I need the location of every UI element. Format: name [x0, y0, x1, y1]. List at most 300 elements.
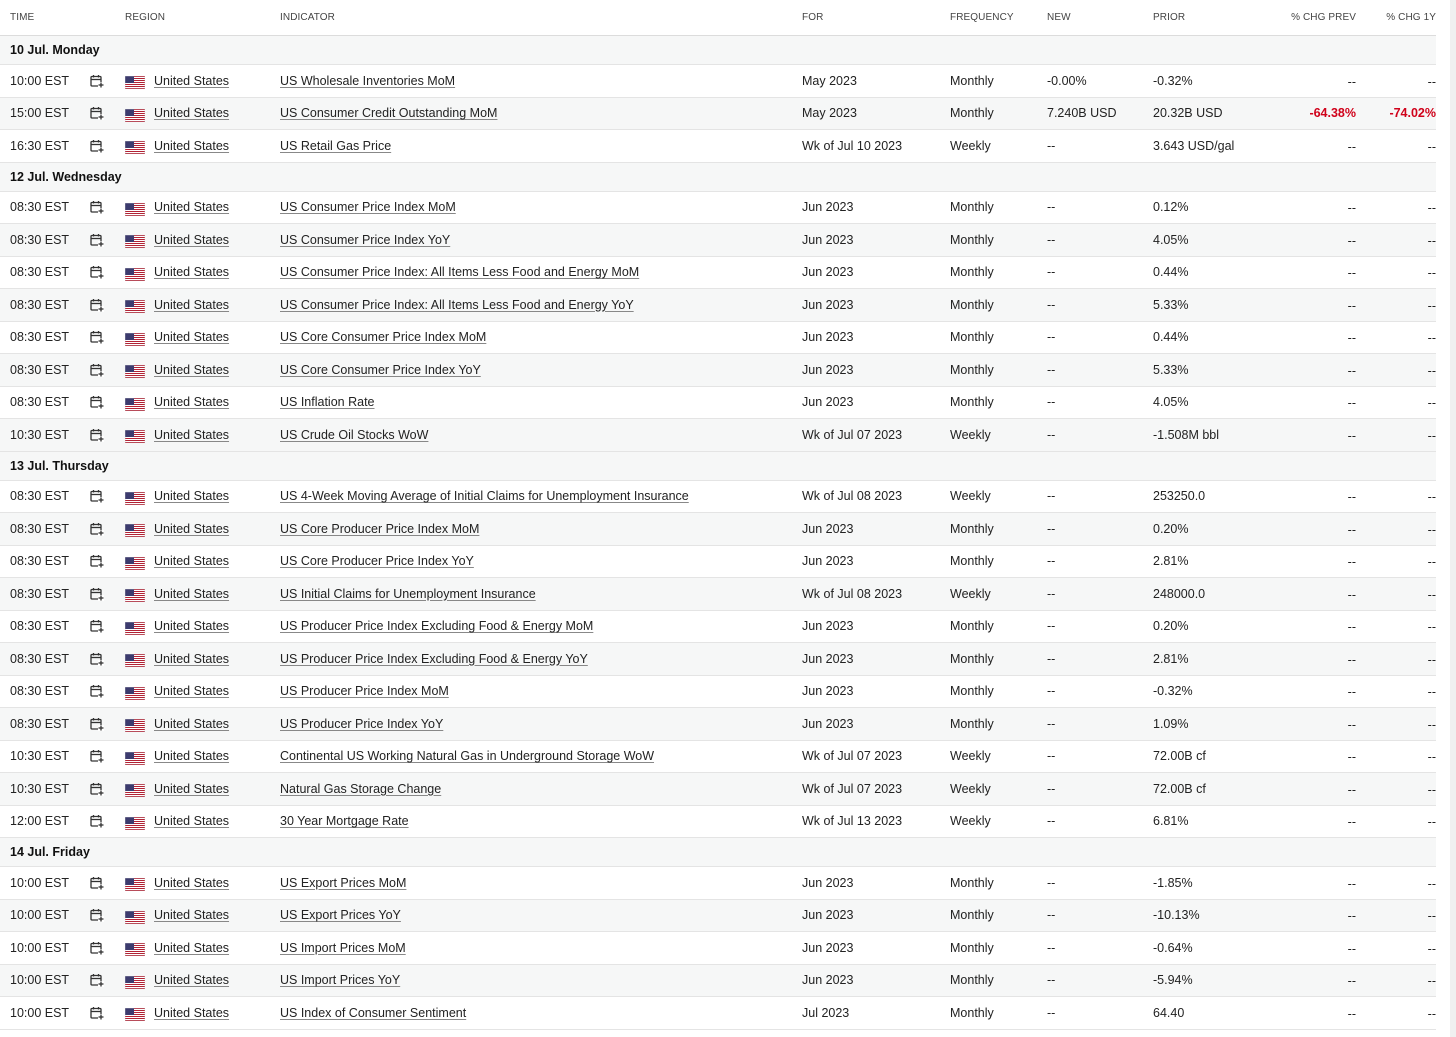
for-cell [802, 643, 853, 675]
indicator-link[interactable] [280, 867, 406, 899]
day-group-header [0, 838, 1436, 867]
frequency-cell-text: Monthly [950, 200, 994, 215]
region-link[interactable] [154, 643, 229, 675]
chg-1y-cell-text: -- [1427, 396, 1436, 410]
chg-prev-cell-text: -- [1347, 331, 1356, 345]
indicator-link-text[interactable]: US Export Prices YoY [280, 908, 401, 923]
indicator-link[interactable] [280, 997, 466, 1029]
time-cell-text: 08:30 EST [10, 716, 70, 731]
region-link-text[interactable]: United States [154, 265, 230, 280]
time-cell [10, 387, 69, 419]
prior-value-cell [1153, 900, 1200, 932]
new-value-cell-text: -- [1047, 297, 1056, 312]
new-value-cell [1047, 676, 1055, 708]
calendar-add-icon[interactable] [90, 322, 104, 354]
chg-prev-cell-text: -- [1347, 396, 1356, 410]
prior-value-cell-text: -0.32% [1153, 73, 1193, 88]
time-cell-text: 08:30 EST [10, 362, 70, 377]
time-cell-text: 10:30 EST [10, 749, 70, 764]
chg-1y-cell-text: -- [1427, 620, 1436, 634]
calendar-add-icon[interactable] [90, 932, 104, 964]
indicator-link[interactable] [280, 611, 593, 643]
region-link-text[interactable]: United States [154, 1005, 230, 1020]
region-link[interactable] [154, 192, 229, 224]
region-link-text[interactable]: United States [154, 521, 230, 536]
new-value-cell-text: -- [1047, 200, 1056, 215]
prior-value-cell-text: 0.20% [1153, 521, 1189, 536]
prior-value-cell [1153, 513, 1188, 545]
indicator-link-text[interactable]: US Core Consumer Price Index YoY [280, 362, 481, 377]
table-row [0, 481, 1436, 514]
prior-value-cell-text: 72.00B cf [1153, 749, 1206, 764]
prior-value-cell [1153, 932, 1193, 964]
region-link-text[interactable]: United States [154, 940, 230, 955]
header-prior[interactable]: PRIOR [1153, 12, 1186, 23]
indicator-link[interactable] [280, 387, 375, 419]
region-link[interactable] [154, 773, 229, 805]
time-cell-text: 08:30 EST [10, 651, 70, 666]
time-cell-text: 08:30 EST [10, 297, 70, 312]
new-value-cell-text: -- [1047, 521, 1056, 536]
prior-value-cell [1153, 578, 1205, 610]
region-link-text[interactable]: United States [154, 395, 230, 410]
indicator-link[interactable] [280, 65, 455, 97]
calendar-add-icon[interactable] [90, 481, 104, 513]
table-row [0, 965, 1436, 998]
chg-1y-cell-text: -- [1427, 717, 1436, 732]
region-link[interactable] [154, 676, 229, 708]
chg-1y-cell [1389, 98, 1436, 130]
calendar-add-icon[interactable] [90, 257, 104, 289]
region-link-text[interactable]: United States [154, 814, 230, 829]
chg-1y-cell-text: -- [1427, 750, 1436, 764]
time-cell-text: 08:30 EST [10, 489, 70, 504]
us-flag-icon [125, 611, 145, 643]
new-value-cell-text: -- [1047, 330, 1056, 345]
indicator-link-text[interactable]: US Initial Claims for Unemployment Insurance [280, 586, 536, 601]
for-cell [802, 611, 853, 643]
for-cell [802, 98, 857, 130]
new-value-cell [1047, 257, 1055, 289]
frequency-cell [950, 322, 994, 354]
prior-value-cell-text: 4.05% [1153, 395, 1189, 410]
for-cell [802, 741, 902, 773]
calendar-add-icon[interactable] [90, 98, 104, 130]
indicator-link-text[interactable]: US Crude Oil Stocks WoW [280, 427, 429, 442]
calendar-add-icon[interactable] [90, 354, 104, 386]
chg-1y-cell [1428, 513, 1436, 545]
indicator-link[interactable] [280, 354, 481, 386]
prior-value-cell [1153, 867, 1193, 899]
frequency-cell [950, 806, 991, 838]
region-link[interactable] [154, 741, 229, 773]
prior-value-cell-text: 5.33% [1153, 297, 1189, 312]
frequency-cell-text: Monthly [950, 362, 994, 377]
chg-1y-cell [1428, 224, 1436, 256]
indicator-link[interactable] [280, 224, 450, 256]
region-link-text[interactable]: United States [154, 586, 230, 601]
header-indicator[interactable]: INDICATOR [280, 12, 335, 23]
indicator-link-text[interactable]: 30 Year Mortgage Rate [280, 814, 409, 829]
calendar-add-icon[interactable] [90, 997, 104, 1029]
time-cell [10, 806, 69, 838]
indicator-link-text[interactable]: US Core Producer Price Index MoM [280, 521, 480, 536]
time-cell-text: 10:00 EST [10, 973, 70, 988]
chg-1y-cell-text: -- [1427, 876, 1436, 891]
frequency-cell-text: Weekly [950, 586, 991, 601]
for-cell [802, 481, 902, 513]
prior-value-cell [1153, 224, 1188, 256]
indicator-link[interactable] [280, 578, 536, 610]
indicator-link-text[interactable]: US Wholesale Inventories MoM [280, 73, 456, 88]
indicator-link[interactable] [280, 741, 654, 773]
region-link[interactable] [154, 806, 229, 838]
new-value-cell-text: -- [1047, 489, 1056, 504]
for-cell-text: Wk of Jul 08 2023 [802, 586, 903, 601]
frequency-cell-text: Monthly [950, 73, 994, 88]
indicator-link[interactable] [280, 806, 409, 838]
calendar-add-icon[interactable] [90, 192, 104, 224]
indicator-link-text[interactable]: US Import Prices YoY [280, 973, 401, 988]
for-cell-text: Jun 2023 [802, 651, 854, 666]
time-cell [10, 257, 69, 289]
for-cell [802, 997, 849, 1029]
calendar-add-icon[interactable] [90, 611, 104, 643]
chg-1y-cell-text: -- [1427, 490, 1436, 504]
chg-prev-cell-text: -- [1347, 876, 1356, 891]
chg-1y-cell [1428, 289, 1436, 321]
us-flag-icon [125, 867, 145, 899]
chg-1y-cell [1428, 192, 1436, 224]
scrollbar[interactable] [1450, 0, 1456, 1037]
region-link[interactable] [154, 322, 229, 354]
us-flag-icon [125, 513, 145, 545]
new-value-cell [1047, 481, 1055, 513]
region-link[interactable] [154, 611, 229, 643]
new-value-cell-text: -0.00% [1047, 73, 1087, 88]
chg-1y-cell-text: -- [1427, 266, 1436, 280]
indicator-link[interactable] [280, 643, 588, 675]
indicator-link[interactable] [280, 965, 400, 997]
region-link[interactable] [154, 900, 229, 932]
prior-value-cell-text: 0.44% [1153, 265, 1189, 280]
calendar-add-icon[interactable] [90, 578, 104, 610]
us-flag-icon [125, 192, 145, 224]
region-link-text[interactable]: United States [154, 875, 230, 890]
indicator-link-text[interactable]: US Core Consumer Price Index MoM [280, 330, 487, 345]
indicator-link[interactable] [280, 900, 401, 932]
chg-1y-cell-text: -- [1427, 815, 1436, 829]
prior-value-cell [1153, 546, 1188, 578]
frequency-cell-text: Weekly [950, 427, 991, 442]
frequency-cell-text: Weekly [950, 489, 991, 504]
chg-prev-cell [1348, 578, 1356, 610]
header-new[interactable]: NEW [1047, 12, 1071, 23]
calendar-add-icon[interactable] [90, 224, 104, 256]
header-chg-1y[interactable]: % CHG 1Y [1386, 12, 1436, 23]
calendar-add-icon[interactable] [90, 900, 104, 932]
region-link[interactable] [154, 932, 229, 964]
region-link[interactable] [154, 867, 229, 899]
indicator-link-text[interactable]: US 4-Week Moving Average of Initial Claims for Unemployment Insurance [280, 489, 689, 504]
chg-1y-cell [1428, 997, 1436, 1029]
chg-1y-cell-text: -- [1427, 652, 1436, 667]
new-value-cell-text: -- [1047, 875, 1056, 890]
chg-prev-cell [1348, 965, 1356, 997]
new-value-cell [1047, 98, 1116, 130]
region-link[interactable] [154, 354, 229, 386]
region-link[interactable] [154, 224, 229, 256]
header-chg-prev[interactable]: % CHG PREV [1291, 12, 1356, 23]
for-cell-text: Jun 2023 [802, 362, 854, 377]
prior-value-cell [1153, 741, 1206, 773]
calendar-add-icon[interactable] [90, 65, 104, 97]
chg-1y-cell-text: -- [1427, 331, 1436, 345]
frequency-cell-text: Monthly [950, 973, 994, 988]
us-flag-icon [125, 578, 145, 610]
region-link-text[interactable]: United States [154, 651, 230, 666]
chg-1y-cell [1428, 481, 1436, 513]
region-link-text[interactable]: United States [154, 200, 230, 215]
prior-value-cell-text: 6.81% [1153, 814, 1189, 829]
time-cell-text: 10:30 EST [10, 781, 70, 796]
for-cell-text: Jun 2023 [802, 684, 854, 699]
region-link-text[interactable]: United States [154, 297, 230, 312]
calendar-add-icon[interactable] [90, 965, 104, 997]
us-flag-icon [125, 965, 145, 997]
frequency-cell-text: Monthly [950, 297, 994, 312]
region-link[interactable] [154, 965, 229, 997]
chg-prev-cell [1348, 65, 1356, 97]
region-link-text[interactable]: United States [154, 619, 230, 634]
indicator-link[interactable] [280, 932, 406, 964]
frequency-cell-text: Monthly [950, 908, 994, 923]
time-cell-text: 08:30 EST [10, 684, 70, 699]
region-link-text[interactable]: United States [154, 489, 230, 504]
chg-1y-cell [1428, 611, 1436, 643]
region-link[interactable] [154, 130, 229, 162]
new-value-cell-text: -- [1047, 940, 1056, 955]
calendar-add-icon[interactable] [90, 546, 104, 578]
indicator-link[interactable] [280, 676, 449, 708]
region-link-text[interactable]: United States [154, 684, 230, 699]
indicator-link-text[interactable]: US Consumer Price Index YoY [280, 232, 451, 247]
indicator-link-text[interactable]: US Consumer Price Index MoM [280, 200, 456, 215]
table-row [0, 867, 1436, 900]
region-link-text[interactable]: United States [154, 106, 230, 121]
indicator-link-text[interactable]: US Producer Price Index YoY [280, 716, 444, 731]
indicator-link-text[interactable]: Natural Gas Storage Change [280, 781, 442, 796]
region-link[interactable] [154, 98, 229, 130]
indicator-link[interactable] [280, 513, 479, 545]
indicator-link-text[interactable]: US Index of Consumer Sentiment [280, 1005, 467, 1020]
for-cell-text: Wk of Jul 13 2023 [802, 814, 903, 829]
day-label: 13 Jul. Thursday [10, 458, 109, 473]
region-link[interactable] [154, 419, 229, 451]
chg-prev-cell-text: -64.38% [1309, 106, 1356, 121]
indicator-link[interactable] [280, 322, 486, 354]
region-link[interactable] [154, 708, 229, 740]
calendar-add-icon[interactable] [90, 289, 104, 321]
frequency-cell-text: Monthly [950, 1005, 994, 1020]
indicator-link[interactable] [280, 546, 474, 578]
calendar-add-icon[interactable] [90, 130, 104, 162]
chg-prev-cell [1348, 481, 1356, 513]
indicator-link[interactable] [280, 481, 689, 513]
prior-value-cell-text: 0.44% [1153, 330, 1189, 345]
region-link[interactable] [154, 546, 229, 578]
prior-value-cell [1153, 65, 1193, 97]
header-region[interactable]: REGION [125, 12, 166, 23]
chg-1y-cell [1428, 900, 1436, 932]
for-cell [802, 708, 853, 740]
calendar-add-icon[interactable] [90, 676, 104, 708]
chg-1y-cell [1428, 322, 1436, 354]
region-link[interactable] [154, 65, 229, 97]
new-value-cell-text: -- [1047, 619, 1056, 634]
region-link[interactable] [154, 513, 229, 545]
region-link[interactable] [154, 257, 229, 289]
indicator-link-text[interactable]: US Export Prices MoM [280, 875, 407, 890]
table-row [0, 708, 1436, 741]
for-cell [802, 354, 853, 386]
chg-prev-cell-text: -- [1347, 428, 1356, 443]
calendar-add-icon[interactable] [90, 773, 104, 805]
indicator-link[interactable] [280, 130, 391, 162]
calendar-add-icon[interactable] [90, 867, 104, 899]
indicator-link[interactable] [280, 773, 441, 805]
day-group-header [0, 36, 1436, 65]
indicator-link-text[interactable]: US Producer Price Index MoM [280, 684, 449, 699]
for-cell [802, 419, 902, 451]
frequency-cell [950, 546, 994, 578]
calendar-add-icon[interactable] [90, 419, 104, 451]
for-cell-text: Jun 2023 [802, 330, 854, 345]
frequency-cell-text: Monthly [950, 554, 994, 569]
for-cell-text: Wk of Jul 08 2023 [802, 489, 903, 504]
chg-prev-cell-text: -- [1347, 1006, 1356, 1021]
indicator-link-text[interactable]: US Consumer Credit Outstanding MoM [280, 106, 498, 121]
new-value-cell [1047, 806, 1055, 838]
region-link[interactable] [154, 578, 229, 610]
indicator-link-text[interactable]: Continental US Working Natural Gas in Underground Storage WoW [280, 749, 655, 764]
chg-prev-cell-text: -- [1347, 652, 1356, 667]
region-link-text[interactable]: United States [154, 362, 230, 377]
indicator-link[interactable] [280, 419, 428, 451]
time-cell-text: 08:30 EST [10, 619, 70, 634]
new-value-cell [1047, 867, 1055, 899]
calendar-add-icon[interactable] [90, 643, 104, 675]
time-cell [10, 900, 69, 932]
chg-prev-cell [1348, 289, 1356, 321]
for-cell-text: Jun 2023 [802, 619, 854, 634]
chg-1y-cell-text: -- [1427, 298, 1436, 313]
new-value-cell-text: -- [1047, 586, 1056, 601]
region-link-text[interactable]: United States [154, 427, 230, 442]
region-link-text[interactable]: United States [154, 554, 230, 569]
chg-prev-cell [1348, 741, 1356, 773]
new-value-cell [1047, 192, 1055, 224]
indicator-link[interactable] [280, 257, 639, 289]
region-link-text[interactable]: United States [154, 73, 230, 88]
frequency-cell-text: Monthly [950, 684, 994, 699]
region-link-text[interactable]: United States [154, 781, 230, 796]
header-time[interactable]: TIME [10, 12, 35, 23]
table-row [0, 773, 1436, 806]
indicator-link[interactable] [280, 98, 497, 130]
table-row [0, 578, 1436, 611]
indicator-link-text[interactable]: US Import Prices MoM [280, 940, 406, 955]
indicator-link[interactable] [280, 289, 634, 321]
for-cell-text: Jun 2023 [802, 232, 854, 247]
region-link-text[interactable]: United States [154, 908, 230, 923]
new-value-cell-text: -- [1047, 1005, 1056, 1020]
indicator-link-text[interactable]: US Core Producer Price Index YoY [280, 554, 474, 569]
time-cell [10, 546, 69, 578]
region-link-text[interactable]: United States [154, 330, 230, 345]
indicator-link-text[interactable]: US Inflation Rate [280, 395, 375, 410]
region-link-text[interactable]: United States [154, 973, 230, 988]
indicator-link-text[interactable]: US Retail Gas Price [280, 138, 392, 153]
prior-value-cell [1153, 965, 1193, 997]
indicator-link-text[interactable]: US Consumer Price Index: All Items Less Food and Energy YoY [280, 297, 634, 312]
for-cell [802, 965, 853, 997]
calendar-add-icon[interactable] [90, 513, 104, 545]
table-row [0, 900, 1436, 933]
new-value-cell [1047, 289, 1055, 321]
calendar-add-icon[interactable] [90, 387, 104, 419]
chg-prev-cell-text: -- [1347, 909, 1356, 923]
chg-1y-cell [1428, 65, 1436, 97]
region-link-text[interactable]: United States [154, 716, 230, 731]
header-for[interactable]: FOR [802, 12, 824, 23]
for-cell [802, 130, 902, 162]
chg-1y-cell [1428, 643, 1436, 675]
indicator-link-text[interactable]: US Consumer Price Index: All Items Less Food and Energy MoM [280, 265, 640, 280]
region-link-text[interactable]: United States [154, 232, 230, 247]
region-link-text[interactable]: United States [154, 749, 230, 764]
us-flag-icon [125, 773, 145, 805]
frequency-cell-text: Monthly [950, 330, 994, 345]
indicator-link[interactable] [280, 708, 443, 740]
calendar-add-icon[interactable] [90, 806, 104, 838]
indicator-link-text[interactable]: US Producer Price Index Excluding Food & Energy MoM [280, 619, 594, 634]
calendar-add-icon[interactable] [90, 708, 104, 740]
prior-value-cell [1153, 98, 1222, 130]
chg-prev-cell [1348, 322, 1356, 354]
header-frequency[interactable]: FREQUENCY [950, 12, 1014, 23]
time-cell [10, 98, 69, 130]
indicator-link[interactable] [280, 192, 456, 224]
chg-1y-cell-text: -- [1427, 74, 1436, 89]
region-link[interactable] [154, 997, 229, 1029]
us-flag-icon [125, 322, 145, 354]
us-flag-icon [125, 354, 145, 386]
region-link[interactable] [154, 387, 229, 419]
calendar-add-icon[interactable] [90, 741, 104, 773]
region-link[interactable] [154, 481, 229, 513]
frequency-cell-text: Monthly [950, 619, 994, 634]
chg-1y-cell-text: -- [1427, 685, 1436, 699]
prior-value-cell-text: 20.32B USD [1153, 106, 1223, 121]
indicator-link-text[interactable]: US Producer Price Index Excluding Food & Energy YoY [280, 651, 588, 666]
chg-prev-cell-text: -- [1347, 685, 1356, 699]
region-link[interactable] [154, 289, 229, 321]
chg-1y-cell [1428, 806, 1436, 838]
table-row [0, 419, 1436, 452]
us-flag-icon [125, 806, 145, 838]
region-link-text[interactable]: United States [154, 138, 230, 153]
